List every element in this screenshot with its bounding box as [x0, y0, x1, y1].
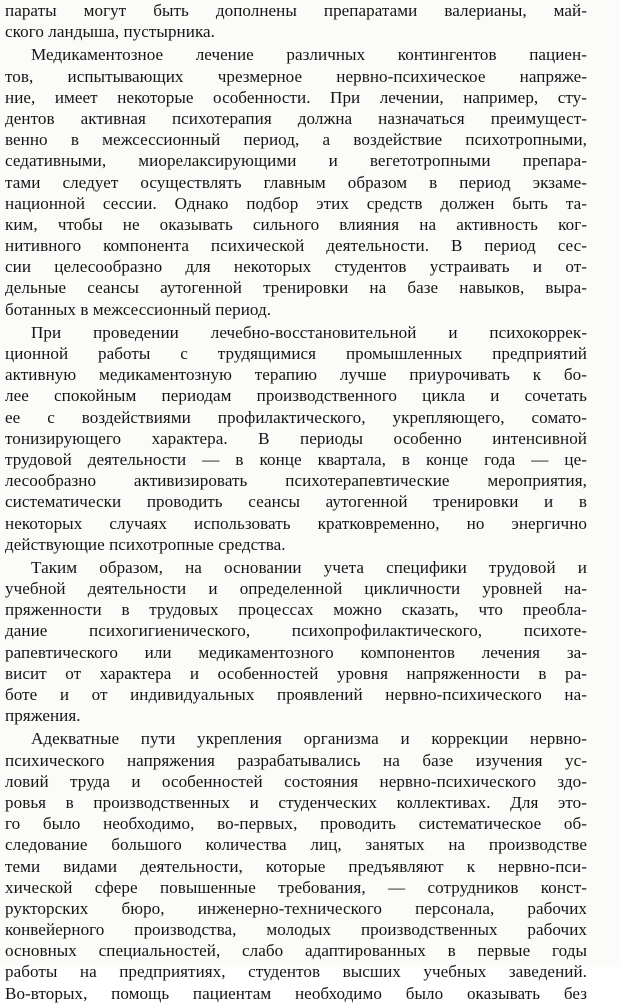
text-line: психического напряжения разрабатывались на базе изучения ус- — [5, 750, 587, 770]
text-line: некоторых случаях использовать кратковременно, но энергично — [5, 513, 587, 533]
text-line: го было необходимо, во-первых, проводить систематическое об- — [5, 814, 587, 834]
text-line: висит от характера и особенностей уровня напряженности в ра- — [5, 663, 587, 683]
text-line: венно в межсессионный период, а воздействие психотропными, — [5, 130, 587, 150]
text-line: систематически проводить сеансы аутогенной тренировки и в — [5, 492, 587, 512]
text-line: параты могут быть дополнены препаратами валерианы, май- — [5, 1, 587, 20]
text-line: ее с воздействиями профилактического, укрепляющего, сомато- — [5, 407, 587, 427]
text-line: Адекватные пути укрепления организма и коррекции нервно- — [31, 729, 587, 749]
text-line: Таким образом, на основании учета специфики трудовой и — [31, 557, 587, 577]
paragraph — [5, 322, 587, 555]
text-line: рапевтического или медикаментозного компонентов лечения за- — [5, 642, 587, 662]
paragraph — [5, 0, 587, 42]
text-line: ботанных в межсессионный период. — [5, 299, 272, 319]
text-line: ловий труда и особенностей состояния нервно-психического здо- — [5, 771, 587, 791]
text-line: ционной работы с трудящимися промышленных предприятий — [5, 344, 587, 363]
paragraph — [5, 728, 587, 1003]
text-line: ского ландыша, пустырника. — [5, 22, 216, 42]
text-line: тами следует осуществлять главным образом в период экзаме- — [5, 172, 587, 192]
text-line: учебной деятельности и определенной цикличности уровней на- — [5, 579, 587, 599]
text-line: пряженности в трудовых процессах можно сказать, что преобла- — [5, 600, 587, 620]
text-line: дельные сеансы аутогенной тренировки на базе навыков, выра- — [5, 278, 587, 298]
text-line: боте и от индивидуальных проявлений нервно-психического на- — [5, 685, 587, 704]
text-line: действующие психотропные средства. — [5, 534, 286, 554]
text-line: сии целесообразно для некоторых студентов устраивать и от- — [5, 257, 587, 277]
text-line: седативными, миорелаксирующими и вегетотропными препара- — [5, 151, 587, 171]
text-line: дентов активная психотерапия должна назначаться преимущест- — [5, 108, 587, 128]
text-line: Медикаментозное лечение различных контингентов пациен- — [31, 45, 587, 65]
text-line: пряжения. — [5, 706, 81, 726]
text-line: тонизирующего характера. В периоды особенно интенсивной — [5, 428, 587, 448]
text-line: активную медикаментозную терапию лучше приурочивать к бо- — [5, 365, 587, 385]
paragraph — [5, 557, 587, 727]
document-body — [5, 0, 587, 1004]
text-line: теми видами деятельности, которые предъявляют к нервно-пси- — [5, 856, 587, 876]
paragraph — [5, 44, 587, 319]
text-line: хической сфере повышенные требования, — сотрудников конст- — [5, 877, 587, 897]
text-line: ровья в производственных и студенческих коллективах. Для это- — [5, 792, 587, 812]
text-line: конвейерного производства, молодых производственных рабочих — [5, 920, 587, 940]
text-line: При проведении лечебно-восстановительной и психокоррек- — [31, 322, 587, 342]
text-line: рукторских бюро, инженерно-технического персонала, рабочих — [5, 898, 587, 918]
text-line: основных специальностей, слабо адаптированных в первые годы — [5, 941, 587, 961]
text-line: трудовой деятельности — в конце квартала, в конце года — це- — [5, 449, 587, 469]
text-line: следование большого количества лиц, занятых на производстве — [5, 835, 587, 855]
text-line: национной сессии. Однако подбор этих средств должен быть та- — [5, 193, 587, 213]
text-line: тов, испытывающих чрезмерное нервно-психическое напряже- — [5, 66, 587, 86]
text-line: ние, имеет некоторые особенности. При лечении, например, сту- — [5, 87, 587, 107]
text-line: дание психогигиенического, психопрофилактического, психоте- — [5, 621, 587, 641]
text-line: лесообразно активизировать психотерапевтические мероприятия, — [5, 471, 587, 491]
text-line: ким, чтобы не оказывать сильного влияния на активность ког- — [5, 214, 587, 234]
text-line: работы на предприятиях, студентов высших учебных заведений. — [5, 962, 587, 982]
text-line: лее спокойным периодам производственного цикла и сочетать — [5, 386, 587, 406]
text-line: нитивного компонента психической деятельности. В период сес- — [5, 236, 587, 256]
text-line: Во-вторых, помощь пациентам необходимо было оказывать без — [5, 983, 587, 1003]
